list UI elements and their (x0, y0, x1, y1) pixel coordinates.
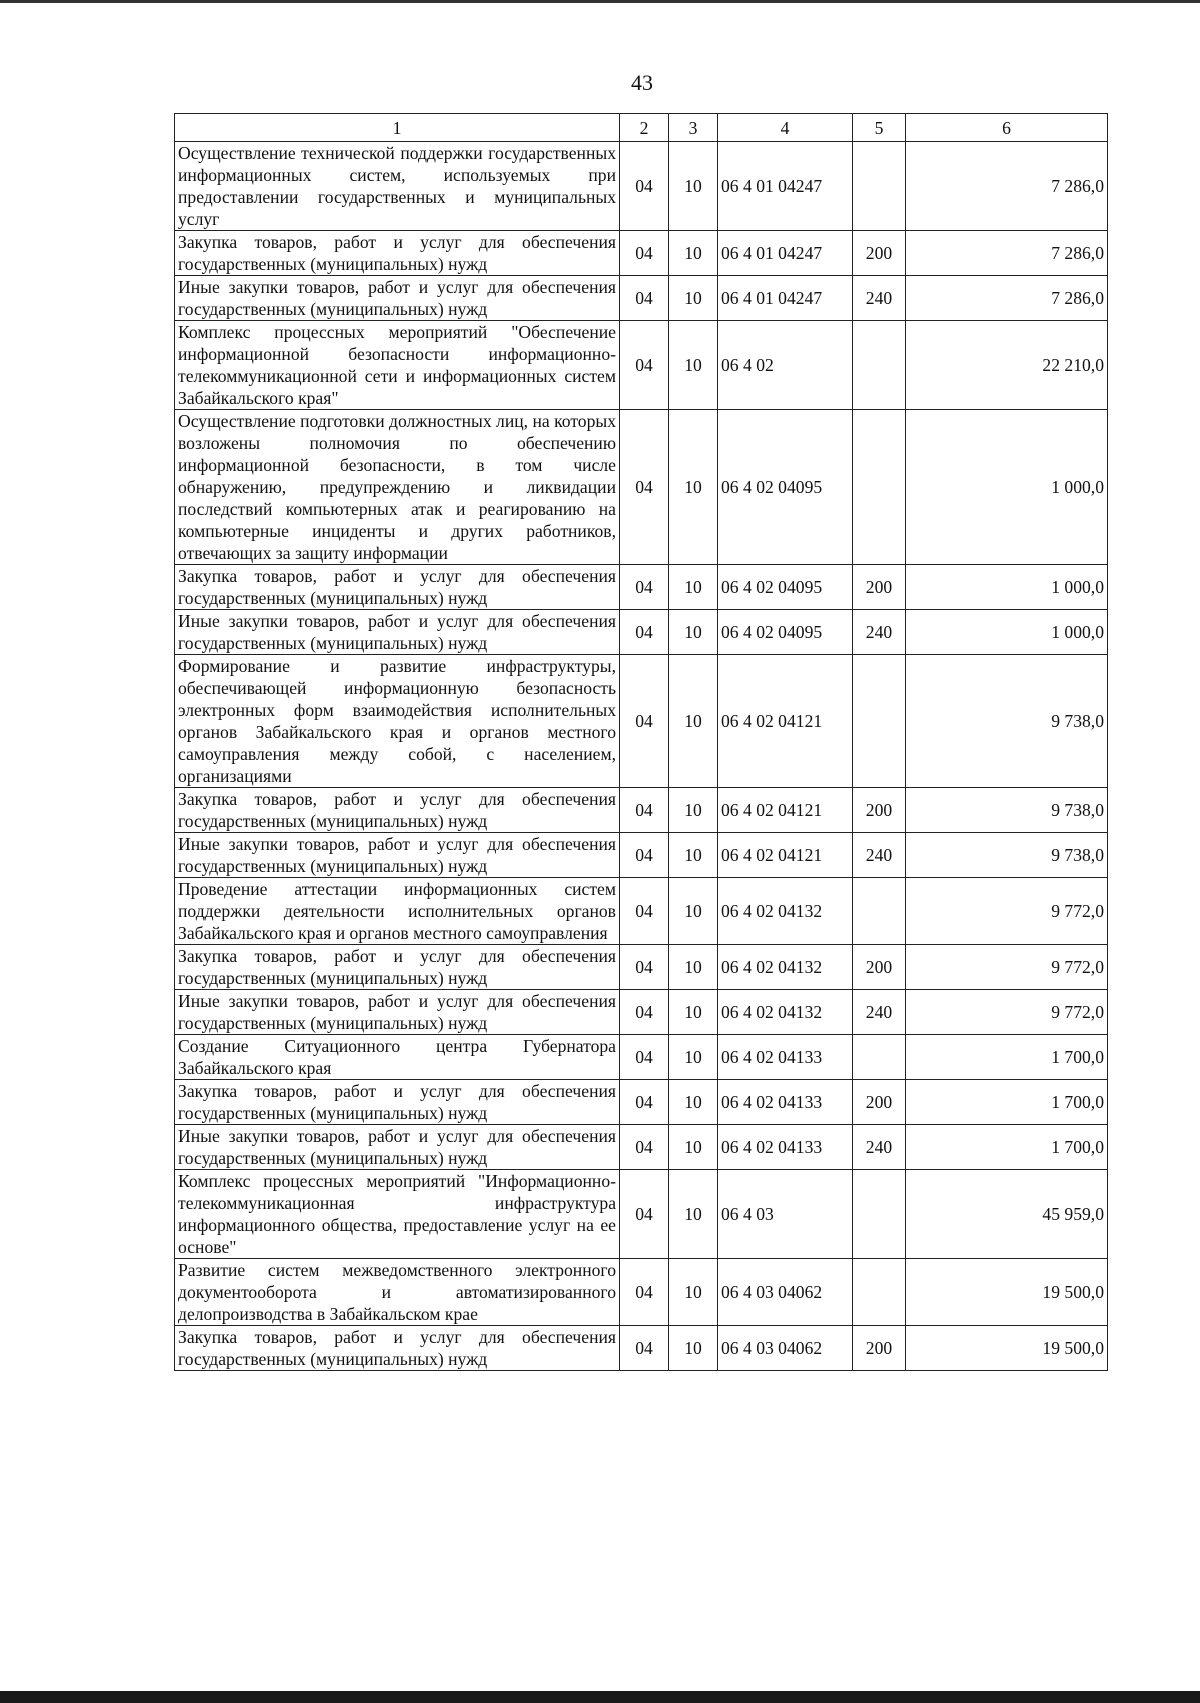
target-article-cell: 06 4 02 04132 (718, 990, 853, 1035)
target-article-cell: 06 4 02 04095 (718, 610, 853, 655)
section-code-cell: 04 (620, 833, 669, 878)
target-article-cell: 06 4 02 04132 (718, 878, 853, 945)
expense-type-cell: 200 (853, 788, 906, 833)
row-name-cell: Иные закупки товаров, работ и услуг для обеспечения государственных (муниципальных) нужд (175, 990, 620, 1035)
row-name-cell: Закупка товаров, работ и услуг для обеспечения государственных (муниципальных) нужд (175, 1326, 620, 1371)
expense-type-cell (853, 655, 906, 788)
amount-cell: 1 000,0 (906, 610, 1108, 655)
amount-cell: 1 000,0 (906, 565, 1108, 610)
section-code-cell: 04 (620, 1080, 669, 1125)
section-code-cell: 04 (620, 945, 669, 990)
subsection-code-cell: 10 (669, 655, 718, 788)
row-name-cell: Формирование и развитие инфраструктуры, обеспечивающей информационную безопасность электронных форм взаимодействия исполнительных органов Забайкальского края и органов местного самоуправления между собой, с населением, организациями (175, 655, 620, 788)
expense-type-cell (853, 1035, 906, 1080)
budget-table (174, 113, 1108, 1371)
amount-cell: 9 738,0 (906, 833, 1108, 878)
table-row (175, 1170, 1108, 1259)
amount-cell: 22 210,0 (906, 321, 1108, 410)
section-code-cell: 04 (620, 142, 669, 231)
subsection-code-cell: 10 (669, 276, 718, 321)
amount-cell: 7 286,0 (906, 231, 1108, 276)
amount-cell: 19 500,0 (906, 1326, 1108, 1371)
target-article-cell: 06 4 01 04247 (718, 231, 853, 276)
table-body (175, 142, 1108, 1371)
row-name-cell: Закупка товаров, работ и услуг для обеспечения государственных (муниципальных) нужд (175, 945, 620, 990)
target-article-cell: 06 4 02 04133 (718, 1080, 853, 1125)
expense-type-cell (853, 1259, 906, 1326)
amount-cell: 45 959,0 (906, 1170, 1108, 1259)
expense-type-cell: 240 (853, 610, 906, 655)
scan-edge-bottom (0, 1691, 1200, 1703)
section-code-cell: 04 (620, 565, 669, 610)
section-code-cell: 04 (620, 231, 669, 276)
subsection-code-cell: 10 (669, 610, 718, 655)
subsection-code-cell: 10 (669, 1326, 718, 1371)
subsection-code-cell: 10 (669, 231, 718, 276)
expense-type-cell (853, 142, 906, 231)
target-article-cell: 06 4 02 04132 (718, 945, 853, 990)
subsection-code-cell: 10 (669, 565, 718, 610)
row-name-cell: Закупка товаров, работ и услуг для обеспечения государственных (муниципальных) нужд (175, 788, 620, 833)
table-row (175, 1326, 1108, 1371)
subsection-code-cell: 10 (669, 833, 718, 878)
target-article-cell: 06 4 02 04121 (718, 655, 853, 788)
row-name-cell: Иные закупки товаров, работ и услуг для обеспечения государственных (муниципальных) нужд (175, 276, 620, 321)
expense-type-cell: 240 (853, 1125, 906, 1170)
section-code-cell: 04 (620, 990, 669, 1035)
table-row (175, 1080, 1108, 1125)
table-row (175, 990, 1108, 1035)
section-code-cell: 04 (620, 655, 669, 788)
row-name-cell: Проведение аттестации информационных систем поддержки деятельности исполнительных органов Забайкальского края и органов местного самоуправления (175, 878, 620, 945)
table-row (175, 1259, 1108, 1326)
table-header (175, 114, 1108, 142)
table-row (175, 1125, 1108, 1170)
subsection-code-cell: 10 (669, 1080, 718, 1125)
amount-cell: 9 772,0 (906, 990, 1108, 1035)
target-article-cell: 06 4 03 (718, 1170, 853, 1259)
expense-type-cell: 240 (853, 990, 906, 1035)
section-code-cell: 04 (620, 1326, 669, 1371)
section-code-cell: 04 (620, 1259, 669, 1326)
table-row (175, 410, 1108, 565)
target-article-cell: 06 4 02 04095 (718, 410, 853, 565)
target-article-cell: 06 4 02 04133 (718, 1035, 853, 1080)
subsection-code-cell: 10 (669, 321, 718, 410)
expense-type-cell: 200 (853, 231, 906, 276)
scan-edge-top (0, 0, 1200, 3)
row-name-cell: Осуществление подготовки должностных лиц, на которых возложены полномочия по обеспечению информационной безопасности, в том числе обнаружению, предупреждению и ликвидации последствий компьютерных атак и реагированию на компьютерные инциденты и других работников, отвечающих за защиту информации (175, 410, 620, 565)
expense-type-cell: 200 (853, 945, 906, 990)
col-header-3: 3 (669, 114, 718, 142)
table-row (175, 565, 1108, 610)
row-name-cell: Создание Ситуационного центра Губернатора Забайкальского края (175, 1035, 620, 1080)
amount-cell: 1 700,0 (906, 1125, 1108, 1170)
target-article-cell: 06 4 02 04133 (718, 1125, 853, 1170)
target-article-cell: 06 4 02 04095 (718, 565, 853, 610)
row-name-cell: Закупка товаров, работ и услуг для обеспечения государственных (муниципальных) нужд (175, 1080, 620, 1125)
section-code-cell: 04 (620, 1125, 669, 1170)
row-name-cell: Иные закупки товаров, работ и услуг для обеспечения государственных (муниципальных) нужд (175, 1125, 620, 1170)
target-article-cell: 06 4 01 04247 (718, 276, 853, 321)
amount-cell: 9 772,0 (906, 945, 1108, 990)
section-code-cell: 04 (620, 788, 669, 833)
subsection-code-cell: 10 (669, 142, 718, 231)
table-row (175, 655, 1108, 788)
section-code-cell: 04 (620, 1035, 669, 1080)
amount-cell: 7 286,0 (906, 276, 1108, 321)
expense-type-cell (853, 321, 906, 410)
table-row (175, 833, 1108, 878)
expense-type-cell: 200 (853, 1326, 906, 1371)
table-row (175, 321, 1108, 410)
row-name-cell: Развитие систем межведомственного электронного документооборота и автоматизированного делопроизводства в Забайкальском крае (175, 1259, 620, 1326)
table-row (175, 276, 1108, 321)
section-code-cell: 04 (620, 321, 669, 410)
table-row (175, 788, 1108, 833)
subsection-code-cell: 10 (669, 410, 718, 565)
table-row (175, 878, 1108, 945)
target-article-cell: 06 4 03 04062 (718, 1326, 853, 1371)
section-code-cell: 04 (620, 878, 669, 945)
row-name-cell: Иные закупки товаров, работ и услуг для обеспечения государственных (муниципальных) нужд (175, 833, 620, 878)
col-header-2: 2 (620, 114, 669, 142)
target-article-cell: 06 4 02 (718, 321, 853, 410)
col-header-1: 1 (175, 114, 620, 142)
expense-type-cell (853, 410, 906, 565)
subsection-code-cell: 10 (669, 1035, 718, 1080)
subsection-code-cell: 10 (669, 1125, 718, 1170)
subsection-code-cell: 10 (669, 788, 718, 833)
subsection-code-cell: 10 (669, 990, 718, 1035)
section-code-cell: 04 (620, 276, 669, 321)
table-row (175, 1035, 1108, 1080)
amount-cell: 9 772,0 (906, 878, 1108, 945)
expense-type-cell: 240 (853, 833, 906, 878)
table-row (175, 142, 1108, 231)
expense-type-cell (853, 878, 906, 945)
row-name-cell: Осуществление технической поддержки государственных информационных систем, используемых при предоставлении государственных и муниципальных услуг (175, 142, 620, 231)
row-name-cell: Закупка товаров, работ и услуг для обеспечения государственных (муниципальных) нужд (175, 231, 620, 276)
subsection-code-cell: 10 (669, 1170, 718, 1259)
expense-type-cell: 200 (853, 1080, 906, 1125)
amount-cell: 1 700,0 (906, 1080, 1108, 1125)
section-code-cell: 04 (620, 410, 669, 565)
section-code-cell: 04 (620, 610, 669, 655)
subsection-code-cell: 10 (669, 878, 718, 945)
amount-cell: 9 738,0 (906, 788, 1108, 833)
section-code-cell: 04 (620, 1170, 669, 1259)
amount-cell: 1 000,0 (906, 410, 1108, 565)
table-row (175, 945, 1108, 990)
col-header-5: 5 (853, 114, 906, 142)
subsection-code-cell: 10 (669, 945, 718, 990)
row-name-cell: Комплекс процессных мероприятий "Информационно-телекоммуникационная инфраструктура информационного общества, предоставление услуг на ее основе" (175, 1170, 620, 1259)
amount-cell: 9 738,0 (906, 655, 1108, 788)
expense-type-cell: 200 (853, 565, 906, 610)
page-number: 43 (631, 70, 653, 95)
amount-cell: 19 500,0 (906, 1259, 1108, 1326)
expense-type-cell (853, 1170, 906, 1259)
table-row (175, 231, 1108, 276)
row-name-cell: Комплекс процессных мероприятий "Обеспечение информационной безопасности информационно-телекоммуникационной сети и информационных систем Забайкальского края" (175, 321, 620, 410)
expense-type-cell: 240 (853, 276, 906, 321)
amount-cell: 1 700,0 (906, 1035, 1108, 1080)
header-row (175, 114, 1108, 142)
col-header-4: 4 (718, 114, 853, 142)
target-article-cell: 06 4 02 04121 (718, 833, 853, 878)
subsection-code-cell: 10 (669, 1259, 718, 1326)
row-name-cell: Иные закупки товаров, работ и услуг для обеспечения государственных (муниципальных) нужд (175, 610, 620, 655)
amount-cell: 7 286,0 (906, 142, 1108, 231)
target-article-cell: 06 4 02 04121 (718, 788, 853, 833)
table-row (175, 610, 1108, 655)
col-header-6: 6 (906, 114, 1108, 142)
target-article-cell: 06 4 03 04062 (718, 1259, 853, 1326)
row-name-cell: Закупка товаров, работ и услуг для обеспечения государственных (муниципальных) нужд (175, 565, 620, 610)
target-article-cell: 06 4 01 04247 (718, 142, 853, 231)
